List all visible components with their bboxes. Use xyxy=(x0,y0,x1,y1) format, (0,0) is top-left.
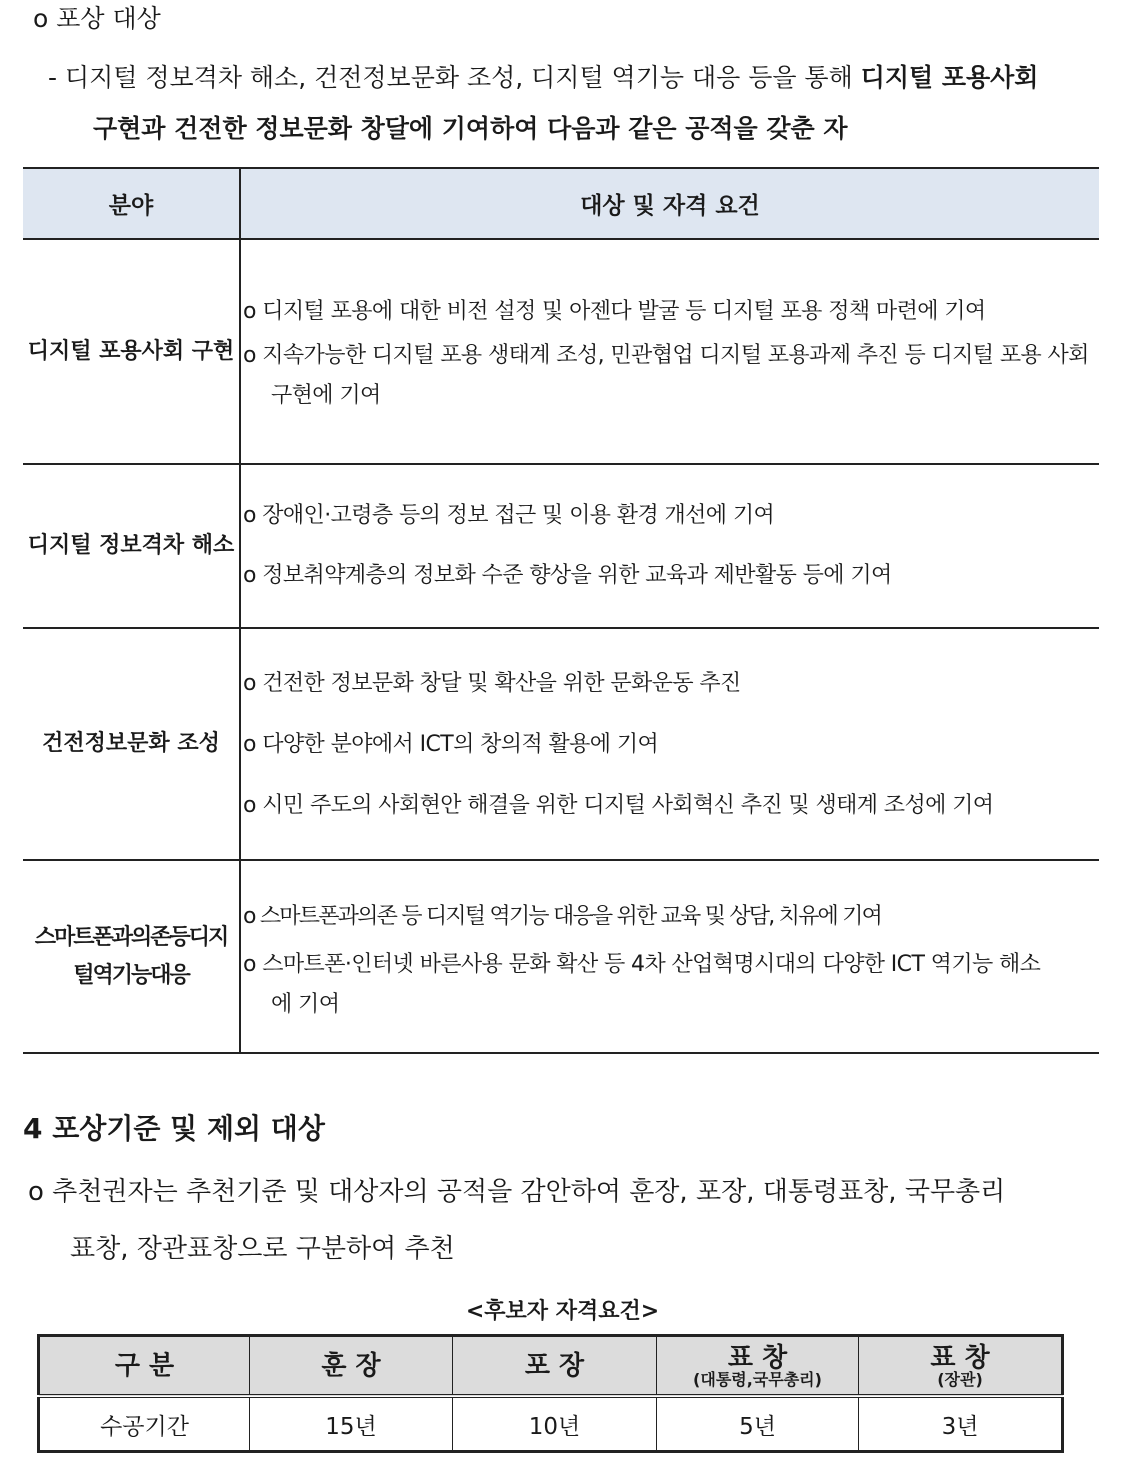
requirement-item: o 디지털 포용에 대한 비전 설정 및 아젠다 발굴 등 디지털 포용 정책 마련에 기여 xyxy=(243,298,986,324)
award-target-desc-line2: 구현과 건전한 정보문화 창달에 기여하여 다음과 같은 공적을 갖춘 자 xyxy=(93,114,848,143)
requirement-item-text: o 스마트폰·인터넷 바른사용 문화 확산 등 4차 산업혁명시대의 다양한 ICT 역기능 해소 xyxy=(243,951,1041,977)
requirement-item: o 다양한 분야에서 ICT의 창의적 활용에 기여 xyxy=(243,731,659,757)
table-row xyxy=(39,1396,1063,1452)
award-target-desc-normal: - 디지털 정보격차 해소, 건전정보문화 조성, 디지털 역기능 대응 등을 통해 xyxy=(48,63,861,92)
table-row xyxy=(23,464,1099,628)
table-row xyxy=(23,860,1099,1053)
requirement-item: o 스마트폰과의존 등 디지털 역기능 대응을 위한 교육 및 상담, 치유에 기여 xyxy=(243,903,882,929)
header-order xyxy=(250,1336,453,1397)
requirement-item: o 정보취약계층의 정보화 수준 향상을 위한 교육과 제반활동 등에 기여 xyxy=(243,563,892,588)
header-main: 표 창 xyxy=(930,1342,990,1373)
requirements-cell xyxy=(240,464,1099,628)
criteria-table xyxy=(37,1334,1064,1453)
criteria-cell: 수공기간 xyxy=(39,1396,250,1452)
header-commendation-minister xyxy=(859,1336,1063,1397)
field-cell: 디지털 포용사회 구현 xyxy=(23,239,240,464)
criteria-table-caption: <후보자 자격요건> xyxy=(465,1299,660,1324)
award-target-desc-bold1: 디지털 포용사회 xyxy=(860,63,1039,92)
header-commendation-president xyxy=(657,1336,859,1397)
table-row xyxy=(23,628,1099,860)
requirement-item-continued: 에 기여 xyxy=(271,991,340,1017)
criteria-cell: 3년 xyxy=(859,1396,1063,1452)
field-cell: 건전정보문화 조성 xyxy=(23,628,240,860)
table-row xyxy=(23,239,1099,464)
qualification-table-header xyxy=(23,168,1099,239)
header-main: 포 장 xyxy=(524,1350,585,1381)
header-field: 분야 xyxy=(23,168,240,239)
award-target-heading: o 포상 대상 xyxy=(33,4,161,33)
requirements-cell xyxy=(240,239,1099,464)
header-requirements: 대상 및 자격 요건 xyxy=(240,168,1099,239)
header-medal xyxy=(453,1336,657,1397)
header-main: 훈 장 xyxy=(321,1350,381,1381)
section4-title: 4 포상기준 및 제외 대상 xyxy=(23,1112,325,1145)
requirement-item xyxy=(243,945,1099,1025)
section4-paragraph-line1: o 추천권자는 추천기준 및 대상자의 공적을 감안하여 훈장, 포장, 대통령표창, 국무총리 xyxy=(28,1177,1006,1207)
header-main: 표 창 xyxy=(727,1342,788,1373)
header-main: 구 분 xyxy=(114,1350,175,1381)
requirement-item-text: o 지속가능한 디지털 포용 생태계 조성, 민관협업 디지털 포용과제 추진 등 디지털 포용 사회 xyxy=(243,342,1089,368)
requirements-cell xyxy=(240,628,1099,860)
criteria-table-header xyxy=(39,1336,1063,1397)
requirement-item: o 시민 주도의 사회현안 해결을 위한 디지털 사회혁신 추진 및 생태계 조성에 기여 xyxy=(243,792,994,818)
requirements-cell xyxy=(240,860,1099,1053)
criteria-cell: 10년 xyxy=(453,1396,657,1452)
criteria-cell: 15년 xyxy=(250,1396,453,1452)
criteria-cell: 5년 xyxy=(657,1396,859,1452)
requirement-item: o 건전한 정보문화 창달 및 확산을 위한 문화운동 추진 xyxy=(243,670,741,696)
header-category xyxy=(39,1336,250,1397)
award-target-desc-line1 xyxy=(48,61,1038,95)
requirement-item-continued: 구현에 기여 xyxy=(271,382,381,408)
requirement-item: o 장애인·고령층 등의 정보 접근 및 이용 환경 개선에 기여 xyxy=(243,503,775,528)
qualification-table xyxy=(23,167,1099,1054)
header-sub: (장관) xyxy=(937,1369,983,1389)
section4-paragraph-line2: 표창, 장관표창으로 구분하여 추천 xyxy=(70,1234,455,1264)
field-cell: 스마트폰과의존등디지털역기능대응 xyxy=(23,860,240,1053)
header-sub: (대통령,국무총리) xyxy=(693,1369,822,1389)
requirement-item xyxy=(243,336,1099,416)
field-cell: 디지털 정보격차 해소 xyxy=(23,464,240,628)
